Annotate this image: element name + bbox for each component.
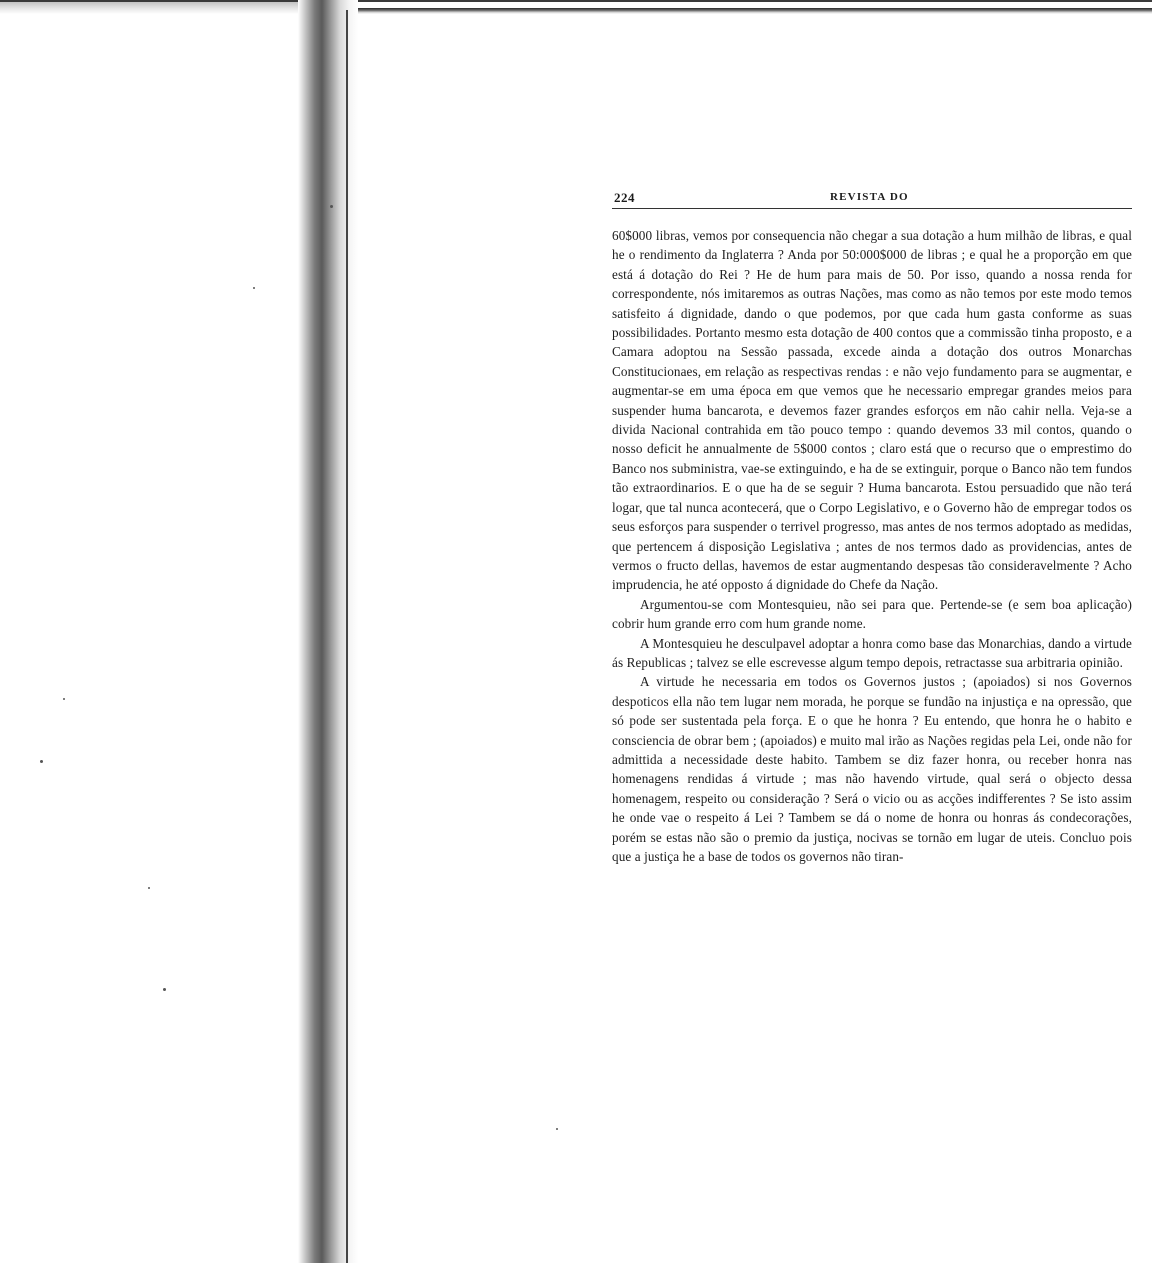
scan-speck xyxy=(63,698,65,700)
scan-top-edge xyxy=(0,0,1152,2)
book-page xyxy=(612,186,1132,866)
paragraph: A virtude he necessaria em todos os Governos justos ; (apoiados) si nos Governos despoticos ella não tem lugar nem morada, he porque se fundão na injustiça e na opressão, que só pode ser sustentada pela força. E o que he honra ? Eu entendo, que honra he o habito e consciencia de obrar bem ; (apoiados) e muito mal irão as Nações regidas pela Lei, onde não for admittida a necessidade deste habito. Tambem se diz fazer honra, ou receber honra nas homenagens rendidas á virtude ; mas não havendo virtude, qual será o objecto dessa homenagem, respeito ou consideração ? Será o vicio ou as acções indifferentes ? Se isto assim he onde vae o respeito á Lei ? Tambem se dá o nome de honra ou honras ás condecorações, porém se estas não são o premio da justiça, nocivas se tornão em lugar de uteis. Concluo pois que a justiça he a base de todos os governos não tiran- xyxy=(612,674,1132,864)
body-text xyxy=(612,226,1132,866)
gutter-line xyxy=(346,10,348,1263)
scan-speck xyxy=(148,887,150,889)
running-title: REVISTA DO xyxy=(830,191,909,203)
page-number: 224 xyxy=(614,190,635,205)
scan-speck xyxy=(330,205,333,208)
scan-top-border xyxy=(340,8,1152,14)
book-gutter xyxy=(298,0,358,1263)
paragraph: A Montesquieu he desculpavel adoptar a honra como base das Monarchias, dando a virtude ás Republicas ; talvez se elle escrevesse algum tempo depois, retractasse sua arbitraria opinião. xyxy=(612,635,1132,670)
paragraph: 60$000 libras, vemos por consequencia não chegar a sua dotação a hum milhão de libras, e qual he o rendimento da Inglaterra ? Anda por 50:000$000 de libras ; e qual he a proporção em que está á dotação do Rei ? He de hum para mais de 50. Por isso, quando a nossa renda for correspondente, nós imitaremos as outras Nações, mas como as não temos por este modo temos satisfeito á dignidade, dando o que podemos, por que cada hum gasta conforme as suas possibilidades. Portanto mesmo esta dotação de 400 contos que a commissão tinha proposto, e a Camara adoptou na Sessão passada, excede ainda a dotação dos outros Monarchas Constitucionaes, em relação as respectivas rendas : e não vejo fundamento para se augmentar, e augmentar-se em uma época em que vemos que he necessario empregar grandes meios para suspender huma bancarota, e devemos fazer grandes esforços em não cahir nella. Veja-se a divida Nacional contrahida em tão pouco tempo : quando devemos 33 mil contos, quando o nosso deficit he annualmente de 5$000 contos ; claro está que o recurso que o emprestimo do Banco nos subministra, vae-se extinguindo, e ha de se extinguir, porque o Banco não tem fundos tão extraordinarios. E o que ha de se seguir ? Huma bancarota. Estou persuadido que não terá logar, que tal nunca acontecerá, que o Corpo Legislativo, e o Governo hão de empregar todos os seus esforços para suspender o terrivel progresso, mas antes de nos termos adoptado as medidas, que pertencem á disposição Legislativa ; antes de nos termos dado as providencias, antes de vermos o fructo dellas, havemos de estar augmentando despesas tão consideravelmente ? Acho imprudencia, he até opposto á dignidade do Chefe da Nação. xyxy=(612,228,1132,593)
scan-speck xyxy=(253,287,255,289)
running-head xyxy=(612,186,1132,209)
scan-top-shadow-left xyxy=(0,0,340,14)
paragraph: Argumentou-se com Montesquieu, não sei para que. Pertende-se (e sem boa aplicação) cobrir hum grande erro com hum grande nome. xyxy=(612,596,1132,632)
scan-speck xyxy=(556,1128,558,1130)
scan-speck xyxy=(163,988,166,991)
scan-speck xyxy=(40,760,43,763)
